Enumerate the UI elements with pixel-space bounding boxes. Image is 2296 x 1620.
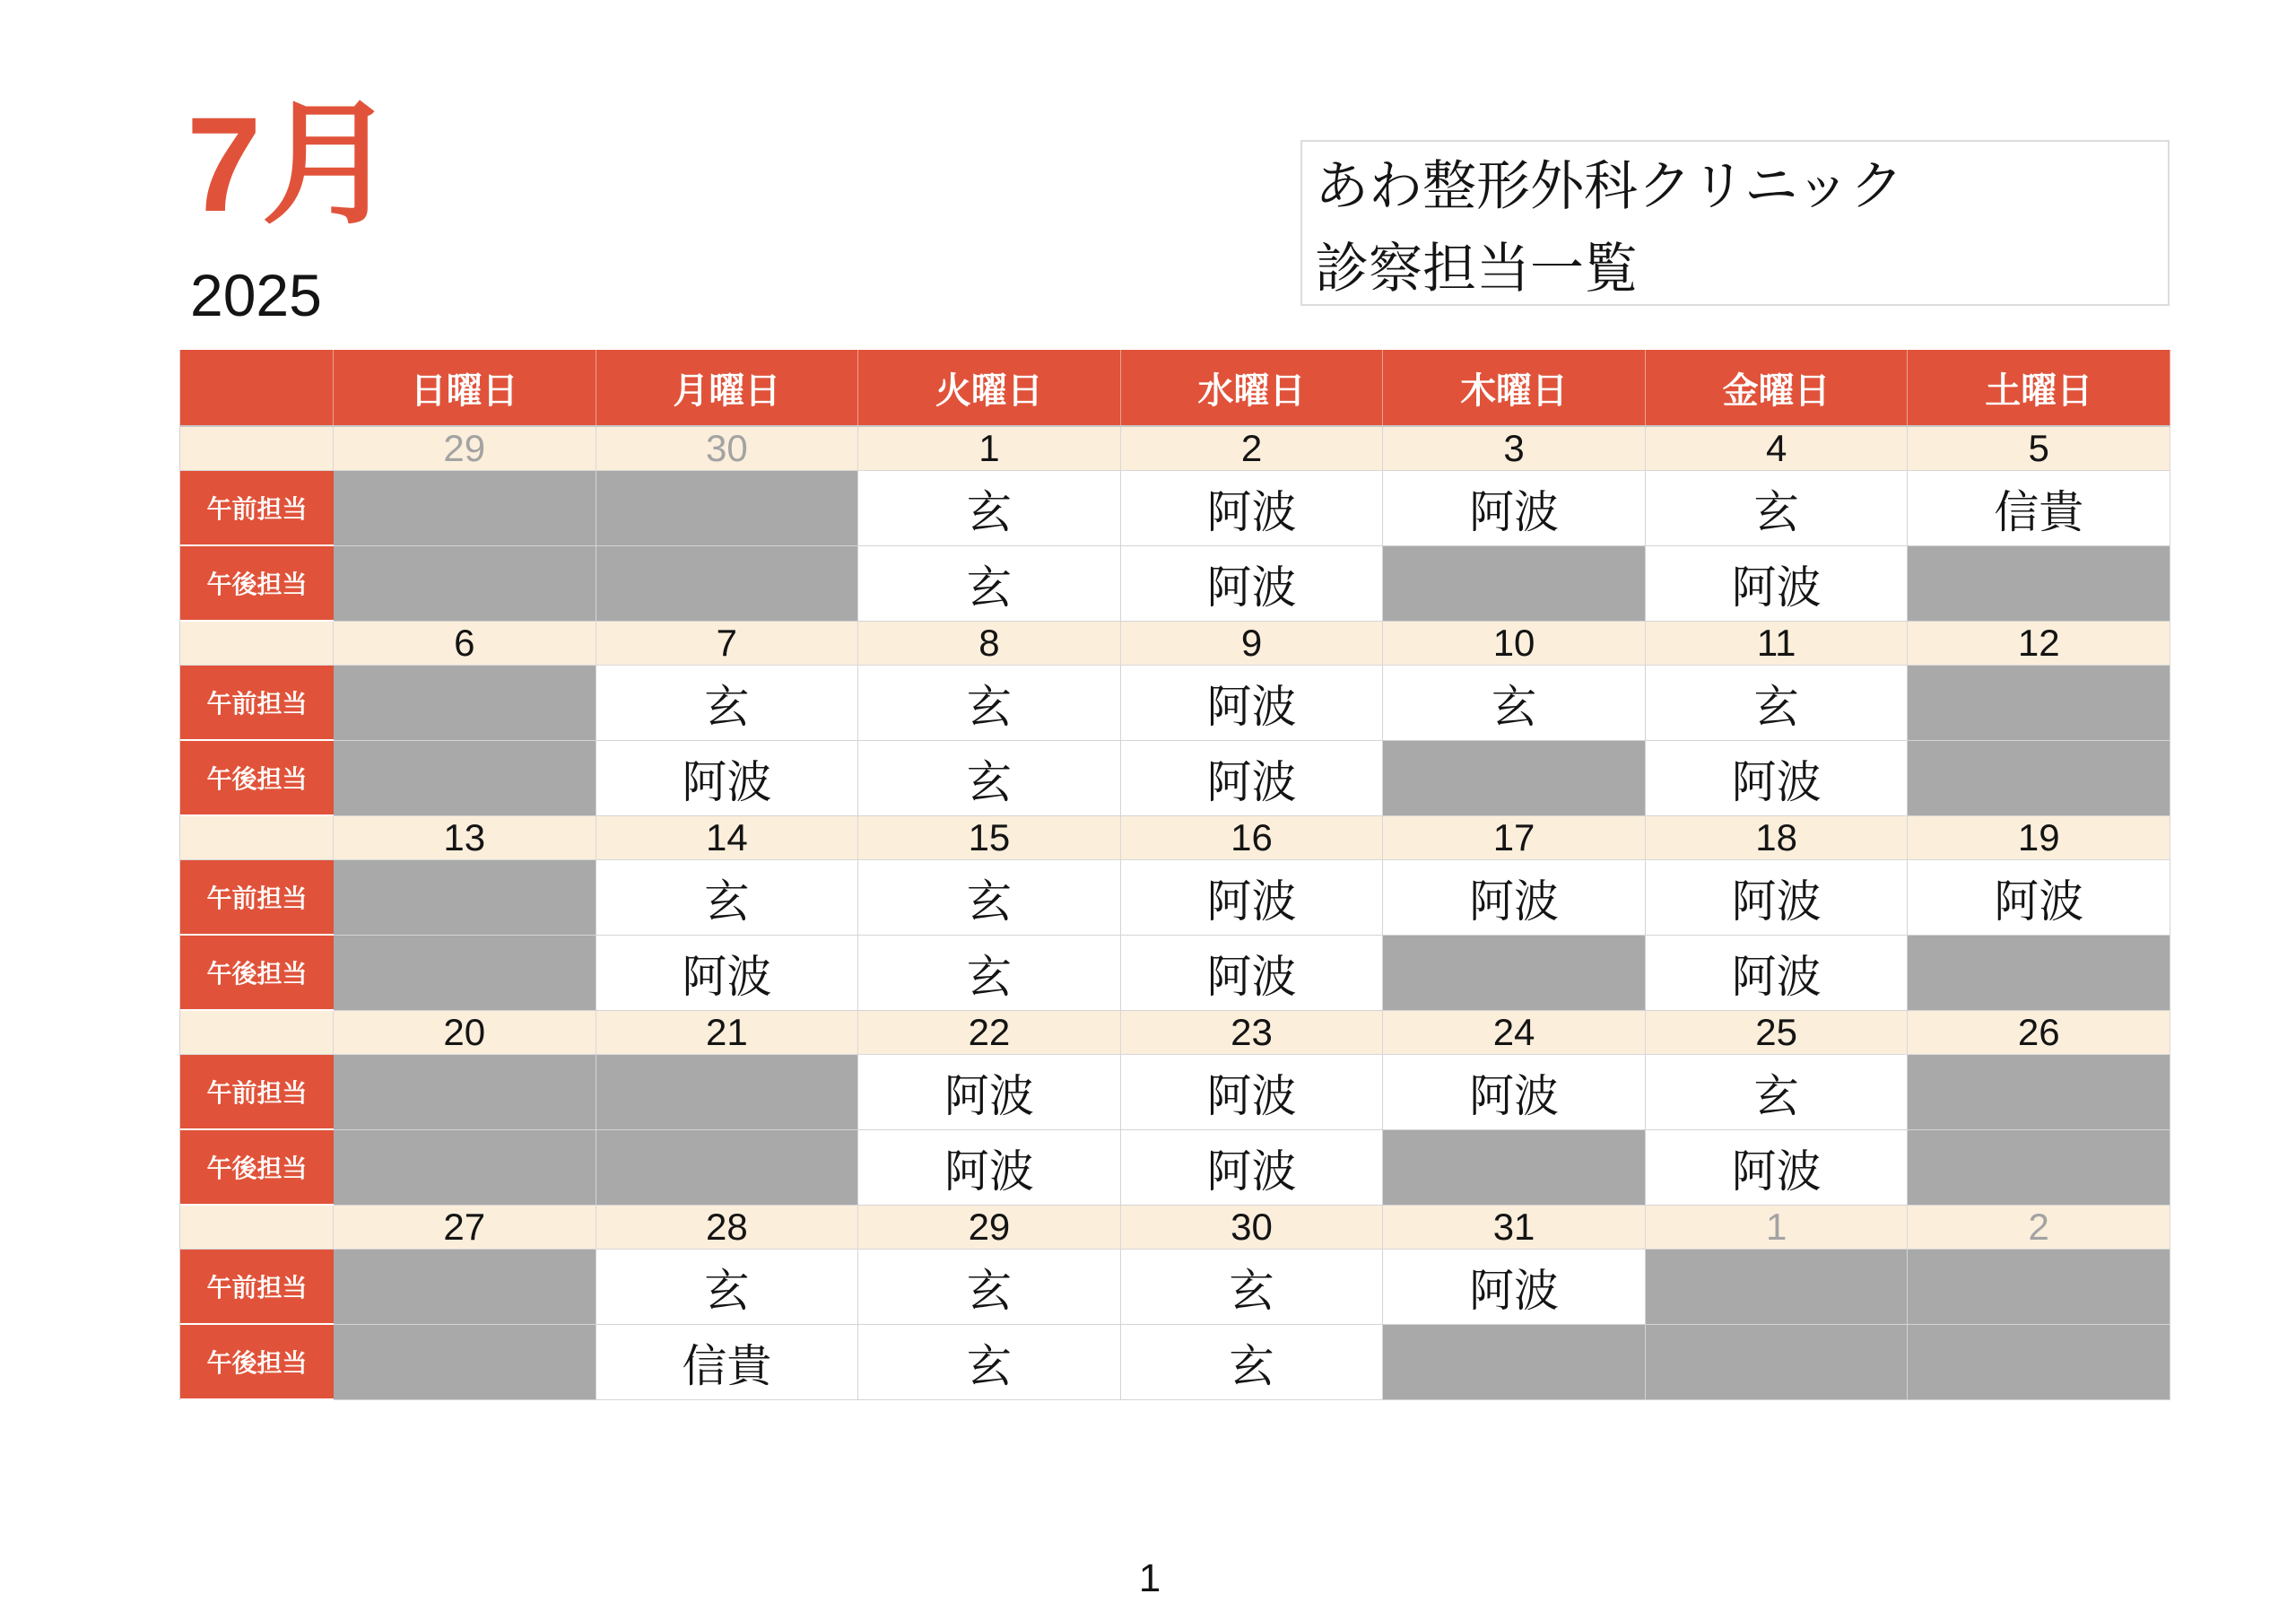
pm-slot-cell: 阿波 (1646, 741, 1909, 816)
date-cell: 30 (1121, 1206, 1384, 1250)
date-cell: 18 (1646, 816, 1909, 860)
date-cell: 23 (1121, 1011, 1384, 1055)
date-row-spacer (180, 427, 334, 471)
pm-row (180, 1325, 2170, 1400)
am-slot-cell (1908, 1055, 2170, 1130)
pm-label: 午後担当 (180, 1130, 334, 1206)
am-slot-cell: 阿波 (1383, 471, 1646, 546)
pm-slot-cell: 阿波 (1646, 546, 1909, 622)
am-slot-cell: 玄 (858, 666, 1121, 741)
am-slot-cell (334, 666, 596, 741)
date-cell: 14 (596, 816, 859, 860)
pm-label: 午後担当 (180, 1325, 334, 1400)
date-cell: 29 (334, 427, 596, 471)
am-slot-cell: 阿波 (858, 1055, 1121, 1130)
pm-slot-cell: 阿波 (1646, 1130, 1909, 1206)
pm-slot-cell (334, 741, 596, 816)
am-slot-cell (334, 1250, 596, 1325)
am-slot-cell: 阿波 (1121, 860, 1384, 936)
am-slot-cell: 阿波 (1121, 1055, 1384, 1130)
date-row (180, 816, 2170, 860)
pm-slot-cell: 玄 (858, 741, 1121, 816)
am-slot-cell: 阿波 (1908, 860, 2170, 936)
date-cell: 20 (334, 1011, 596, 1055)
date-cell: 12 (1908, 622, 2170, 666)
date-row (180, 427, 2170, 471)
date-cell: 1 (858, 427, 1121, 471)
pm-label: 午後担当 (180, 741, 334, 816)
clinic-title-box (1300, 140, 2170, 306)
am-slot-cell: 玄 (1646, 1055, 1909, 1130)
clinic-name: あわ整形外科クリニック (1315, 155, 1904, 218)
am-slot-cell (1908, 666, 2170, 741)
am-label: 午前担当 (180, 1055, 334, 1130)
am-slot-cell: 阿波 (1121, 666, 1384, 741)
weekday-header-mon: 月曜日 (596, 350, 859, 425)
pm-slot-cell (1383, 1130, 1646, 1206)
am-slot-cell: 阿波 (1121, 471, 1384, 546)
am-slot-cell: 阿波 (1383, 1055, 1646, 1130)
pm-slot-cell: 阿波 (596, 741, 859, 816)
weekday-header-wed: 水曜日 (1121, 350, 1384, 425)
pm-slot-cell: 阿波 (1121, 936, 1384, 1011)
date-cell: 22 (858, 1011, 1121, 1055)
pm-slot-cell: 阿波 (596, 936, 859, 1011)
am-slot-cell: 玄 (596, 860, 859, 936)
pm-slot-cell: 玄 (1121, 1325, 1384, 1400)
weekday-header-fri: 金曜日 (1646, 350, 1909, 425)
am-slot-cell (334, 1055, 596, 1130)
pm-row (180, 741, 2170, 816)
pm-slot-cell: 阿波 (1121, 1130, 1384, 1206)
month-title: 7月 (187, 89, 396, 240)
pm-slot-cell (1383, 546, 1646, 622)
pm-slot-cell (1383, 1325, 1646, 1400)
am-slot-cell: 玄 (858, 860, 1121, 936)
header-corner (180, 350, 334, 425)
date-cell: 15 (858, 816, 1121, 860)
am-row (180, 666, 2170, 741)
pm-slot-cell (334, 546, 596, 622)
date-row-spacer (180, 1011, 334, 1055)
date-cell: 5 (1908, 427, 2170, 471)
date-cell: 16 (1121, 816, 1384, 860)
am-label: 午前担当 (180, 471, 334, 546)
pm-slot-cell (1383, 936, 1646, 1011)
date-row-spacer (180, 622, 334, 666)
weekday-header-sun: 日曜日 (334, 350, 596, 425)
am-slot-cell: 阿波 (1646, 860, 1909, 936)
date-cell: 1 (1646, 1206, 1909, 1250)
am-slot-cell (596, 471, 859, 546)
pm-slot-cell (1908, 741, 2170, 816)
am-slot-cell: 玄 (596, 666, 859, 741)
pm-row (180, 936, 2170, 1011)
date-cell: 3 (1383, 427, 1646, 471)
am-slot-cell (1646, 1250, 1909, 1325)
am-row (180, 1055, 2170, 1130)
date-cell: 11 (1646, 622, 1909, 666)
weekday-header-thu: 木曜日 (1383, 350, 1646, 425)
date-cell: 2 (1908, 1206, 2170, 1250)
date-cell: 30 (596, 427, 859, 471)
year-label: 2025 (190, 262, 322, 328)
am-row (180, 1250, 2170, 1325)
am-label: 午前担当 (180, 860, 334, 936)
date-cell: 13 (334, 816, 596, 860)
schedule-title: 診察担当一覧 (1315, 238, 1638, 300)
am-slot-cell: 玄 (1646, 666, 1909, 741)
pm-slot-cell (1383, 741, 1646, 816)
date-cell: 24 (1383, 1011, 1646, 1055)
date-cell: 6 (334, 622, 596, 666)
pm-slot-cell (334, 936, 596, 1011)
date-cell: 8 (858, 622, 1121, 666)
am-slot-cell (596, 1055, 859, 1130)
date-row-spacer (180, 816, 334, 860)
date-cell: 4 (1646, 427, 1909, 471)
date-cell: 9 (1121, 622, 1384, 666)
am-label: 午前担当 (180, 1250, 334, 1325)
date-cell: 7 (596, 622, 859, 666)
pm-slot-cell (1646, 1325, 1909, 1400)
date-cell: 2 (1121, 427, 1384, 471)
pm-slot-cell: 玄 (858, 1325, 1121, 1400)
am-slot-cell: 玄 (858, 1250, 1121, 1325)
pm-slot-cell (1908, 936, 2170, 1011)
doctor-schedule-table (179, 350, 2170, 1400)
pm-label: 午後担当 (180, 546, 334, 622)
date-cell: 19 (1908, 816, 2170, 860)
pm-slot-cell (1908, 1130, 2170, 1206)
date-row (180, 622, 2170, 666)
pm-slot-cell (334, 1325, 596, 1400)
am-slot-cell (1908, 1250, 2170, 1325)
date-cell: 29 (858, 1206, 1121, 1250)
date-row (180, 1011, 2170, 1055)
pm-slot-cell: 阿波 (1646, 936, 1909, 1011)
pm-row (180, 546, 2170, 622)
pm-row (180, 1130, 2170, 1206)
page-number: 1 (1138, 1556, 1161, 1600)
pm-slot-cell: 信貴 (596, 1325, 859, 1400)
am-slot-cell: 玄 (1121, 1250, 1384, 1325)
am-label: 午前担当 (180, 666, 334, 741)
weekday-header-sat: 土曜日 (1908, 350, 2170, 425)
am-slot-cell: 阿波 (1383, 860, 1646, 936)
am-row (180, 471, 2170, 546)
am-slot-cell: 玄 (858, 471, 1121, 546)
pm-slot-cell (334, 1130, 596, 1206)
pm-slot-cell: 阿波 (858, 1130, 1121, 1206)
date-cell: 25 (1646, 1011, 1909, 1055)
pm-slot-cell (1908, 546, 2170, 622)
date-cell: 17 (1383, 816, 1646, 860)
weekday-header-tue: 火曜日 (858, 350, 1121, 425)
pm-slot-cell: 阿波 (1121, 741, 1384, 816)
pm-slot-cell (1908, 1325, 2170, 1400)
date-cell: 27 (334, 1206, 596, 1250)
am-slot-cell: 阿波 (1383, 1250, 1646, 1325)
pm-slot-cell: 阿波 (1121, 546, 1384, 622)
date-cell: 28 (596, 1206, 859, 1250)
date-cell: 10 (1383, 622, 1646, 666)
date-row (180, 1206, 2170, 1250)
pm-slot-cell (596, 1130, 859, 1206)
am-slot-cell (334, 860, 596, 936)
am-row (180, 860, 2170, 936)
date-cell: 21 (596, 1011, 859, 1055)
am-slot-cell (334, 471, 596, 546)
date-cell: 31 (1383, 1206, 1646, 1250)
am-slot-cell: 玄 (596, 1250, 859, 1325)
am-slot-cell: 玄 (1383, 666, 1646, 741)
pm-slot-cell: 玄 (858, 546, 1121, 622)
date-cell: 26 (1908, 1011, 2170, 1055)
am-slot-cell: 信貴 (1908, 471, 2170, 546)
pm-slot-cell (596, 546, 859, 622)
am-slot-cell: 玄 (1646, 471, 1909, 546)
date-row-spacer (180, 1206, 334, 1250)
weekday-header-row (180, 350, 2170, 427)
pm-slot-cell: 玄 (858, 936, 1121, 1011)
pm-label: 午後担当 (180, 936, 334, 1011)
